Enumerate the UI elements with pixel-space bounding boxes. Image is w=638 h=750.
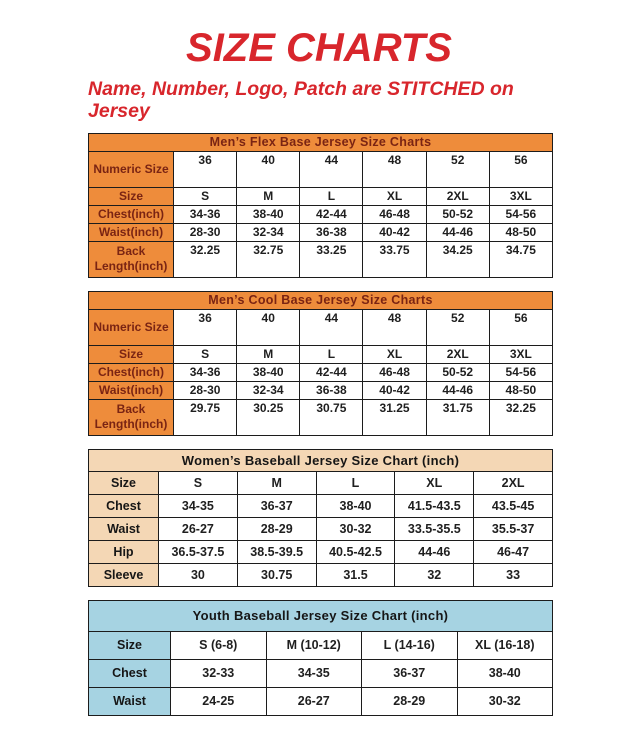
cell: 34-35 — [266, 659, 362, 687]
row-label: Numeric Size — [89, 309, 174, 345]
row-label: Size — [89, 631, 171, 659]
cell: 36 — [174, 309, 237, 345]
table-row — [89, 659, 553, 687]
table-row — [89, 517, 553, 540]
cell: 30.75 — [237, 563, 316, 586]
cell: 2XL — [474, 471, 553, 494]
table-row — [89, 381, 553, 399]
cell: 54-56 — [489, 205, 552, 223]
table-row — [89, 345, 553, 363]
row-label: Hip — [89, 540, 159, 563]
cell: 38-40 — [316, 494, 395, 517]
cell: 50-52 — [426, 363, 489, 381]
cell: 29.75 — [174, 399, 237, 435]
cell: 48-50 — [489, 381, 552, 399]
cell: XL — [363, 345, 426, 363]
size-chart-table — [88, 449, 553, 587]
cell: 44-46 — [426, 223, 489, 241]
cell: 56 — [489, 151, 552, 187]
cell: S — [159, 471, 238, 494]
cell: 33.5-35.5 — [395, 517, 474, 540]
cell: 48-50 — [489, 223, 552, 241]
cell: 30-32 — [316, 517, 395, 540]
cell: 28-30 — [174, 223, 237, 241]
cell: 31.25 — [363, 399, 426, 435]
cell: 44-46 — [426, 381, 489, 399]
cell: 56 — [489, 309, 552, 345]
cell: 31.75 — [426, 399, 489, 435]
cell: 43.5-45 — [474, 494, 553, 517]
cell: 46-48 — [363, 205, 426, 223]
table-title: Women’s Baseball Jersey Size Chart (inch) — [89, 449, 553, 471]
cell: 34-35 — [159, 494, 238, 517]
cell: 32.25 — [174, 241, 237, 277]
row-label: Waist — [89, 687, 171, 715]
row-label: Chest(inch) — [89, 205, 174, 223]
cell: L (14-16) — [362, 631, 458, 659]
cell: 34.25 — [426, 241, 489, 277]
table-row — [89, 223, 553, 241]
cell: 33 — [474, 563, 553, 586]
cell: 34-36 — [174, 205, 237, 223]
table-title-row — [89, 600, 553, 631]
table-row — [89, 471, 553, 494]
cell: XL — [363, 187, 426, 205]
table-row — [89, 563, 553, 586]
cell: 48 — [363, 309, 426, 345]
cell: 36 — [174, 151, 237, 187]
cell: 28-29 — [362, 687, 458, 715]
cell: 35.5-37 — [474, 517, 553, 540]
size-chart-table — [88, 291, 553, 436]
table-title: Men’s Cool Base Jersey Size Charts — [89, 291, 553, 309]
cell: 24-25 — [171, 687, 267, 715]
cell: 32-33 — [171, 659, 267, 687]
cell: 40-42 — [363, 223, 426, 241]
size-chart-table — [88, 600, 553, 716]
cell: 44-46 — [395, 540, 474, 563]
table-row — [89, 399, 553, 435]
cell: 40-42 — [363, 381, 426, 399]
row-label: Sleeve — [89, 563, 159, 586]
cell: 28-29 — [237, 517, 316, 540]
cell: 34-36 — [174, 363, 237, 381]
cell: 36-37 — [237, 494, 316, 517]
row-label: Waist(inch) — [89, 381, 174, 399]
cell: 40.5-42.5 — [316, 540, 395, 563]
cell: 2XL — [426, 345, 489, 363]
cell: S — [174, 187, 237, 205]
table-row — [89, 309, 553, 345]
tables — [88, 133, 553, 716]
cell: 2XL — [426, 187, 489, 205]
cell: 32.25 — [489, 399, 552, 435]
cell: 30.75 — [300, 399, 363, 435]
cell: 38-40 — [237, 363, 300, 381]
row-label: Size — [89, 345, 174, 363]
table-row — [89, 540, 553, 563]
cell: 33.75 — [363, 241, 426, 277]
cell: L — [300, 187, 363, 205]
cell: 31.5 — [316, 563, 395, 586]
cell: 38-40 — [457, 659, 553, 687]
row-label: Waist(inch) — [89, 223, 174, 241]
size-chart-table — [88, 133, 553, 278]
cell: S (6-8) — [171, 631, 267, 659]
cell: M — [237, 471, 316, 494]
table-title-row — [89, 449, 553, 471]
table-row — [89, 631, 553, 659]
cell: M — [237, 345, 300, 363]
cell: 42-44 — [300, 205, 363, 223]
cell: XL — [395, 471, 474, 494]
table-row — [89, 687, 553, 715]
cell: 36.5-37.5 — [159, 540, 238, 563]
cell: 40 — [237, 309, 300, 345]
table-row — [89, 241, 553, 277]
cell: XL (16-18) — [457, 631, 553, 659]
cell: 36-38 — [300, 381, 363, 399]
cell: 30.25 — [237, 399, 300, 435]
row-label: Size — [89, 187, 174, 205]
cell: L — [300, 345, 363, 363]
row-label: Numeric Size — [89, 151, 174, 187]
cell: 46-47 — [474, 540, 553, 563]
table-title-row — [89, 291, 553, 309]
row-label: Waist — [89, 517, 159, 540]
row-label: Size — [89, 471, 159, 494]
cell: 28-30 — [174, 381, 237, 399]
table-row — [89, 187, 553, 205]
row-label: Chest — [89, 494, 159, 517]
table-row — [89, 363, 553, 381]
cell: 32-34 — [237, 381, 300, 399]
page-subtitle: Name, Number, Logo, Patch are STITCHED on Jersey — [88, 78, 514, 122]
row-label: Back Length(inch) — [89, 241, 174, 277]
cell: 44 — [300, 151, 363, 187]
row-label: Chest — [89, 659, 171, 687]
cell: 52 — [426, 151, 489, 187]
table-row — [89, 205, 553, 223]
cell: 33.25 — [300, 241, 363, 277]
cell: 36-38 — [300, 223, 363, 241]
cell: 26-27 — [266, 687, 362, 715]
cell: 30-32 — [457, 687, 553, 715]
cell: 26-27 — [159, 517, 238, 540]
cell: 48 — [363, 151, 426, 187]
cell: 38.5-39.5 — [237, 540, 316, 563]
cell: 30 — [159, 563, 238, 586]
table-title: Youth Baseball Jersey Size Chart (inch) — [89, 600, 553, 631]
cell: 34.75 — [489, 241, 552, 277]
cell: 42-44 — [300, 363, 363, 381]
cell: 38-40 — [237, 205, 300, 223]
cell: 32-34 — [237, 223, 300, 241]
cell: 3XL — [489, 345, 552, 363]
cell: 36-37 — [362, 659, 458, 687]
table-row — [89, 151, 553, 187]
cell: M (10-12) — [266, 631, 362, 659]
cell: L — [316, 471, 395, 494]
cell: 54-56 — [489, 363, 552, 381]
cell: 32 — [395, 563, 474, 586]
row-label: Back Length(inch) — [89, 399, 174, 435]
cell: S — [174, 345, 237, 363]
cell: 3XL — [489, 187, 552, 205]
cell: 32.75 — [237, 241, 300, 277]
table-title: Men’s Flex Base Jersey Size Charts — [89, 133, 553, 151]
row-label: Chest(inch) — [89, 363, 174, 381]
cell: 44 — [300, 309, 363, 345]
cell: 46-48 — [363, 363, 426, 381]
cell: 50-52 — [426, 205, 489, 223]
cell: 40 — [237, 151, 300, 187]
table-row — [89, 494, 553, 517]
cell: M — [237, 187, 300, 205]
cell: 41.5-43.5 — [395, 494, 474, 517]
page-title: SIZE CHARTS — [186, 26, 452, 70]
table-title-row — [89, 133, 553, 151]
cell: 52 — [426, 309, 489, 345]
